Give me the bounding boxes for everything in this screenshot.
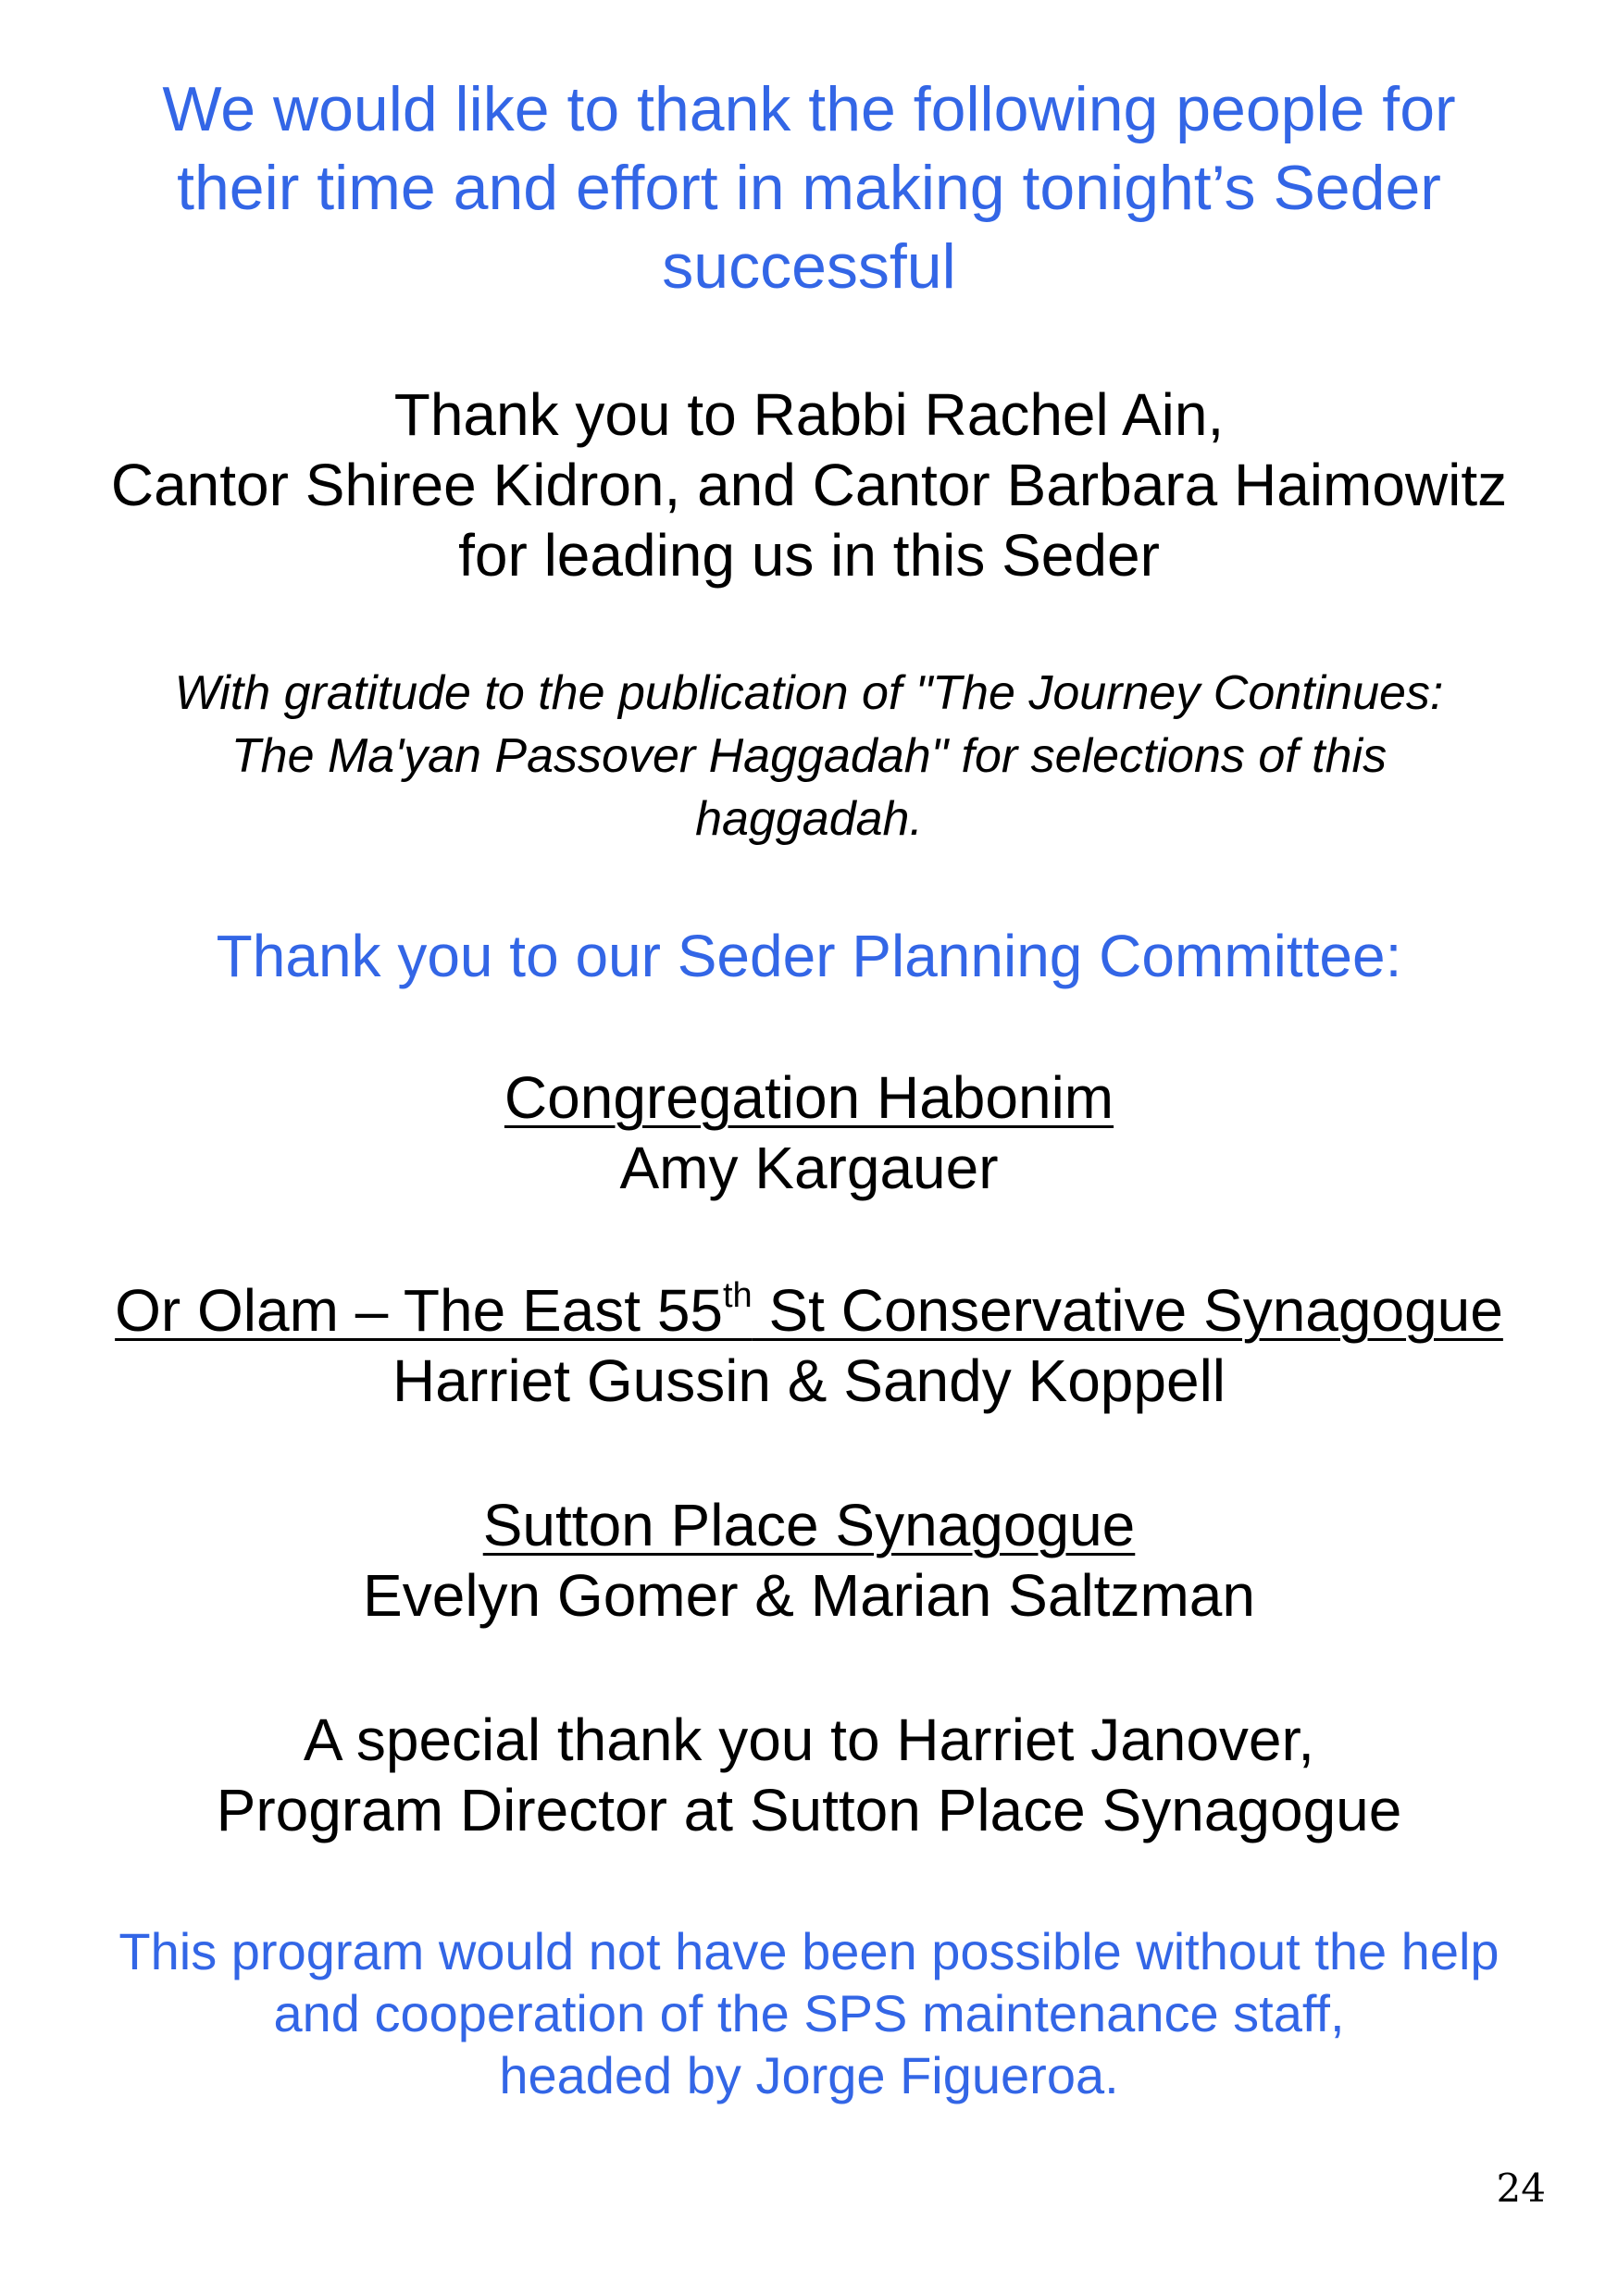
- special-line: A special thank you to Harriet Janover,: [303, 1706, 1315, 1773]
- intro-line: We would like to thank the following people for: [162, 74, 1456, 144]
- leaders-line: for leading us in this Seder: [458, 522, 1160, 589]
- committee-group: [56, 1490, 1562, 1631]
- closing-line: This program would not have been possible without the help: [118, 1922, 1500, 1980]
- thank-you-intro: [56, 70, 1562, 306]
- organization-name-part: St Conservative Synagogue: [752, 1277, 1503, 1344]
- committee-members: Amy Kargauer: [619, 1135, 999, 1201]
- closing-line: headed by Jorge Figueroa.: [499, 2046, 1119, 2104]
- credit-line: With gratitude to the publication of "The Journey Continues:: [174, 666, 1444, 720]
- organization-name: [115, 1277, 1503, 1344]
- seder-leaders-thanks: [56, 379, 1562, 590]
- ordinal-suffix: th: [723, 1276, 753, 1315]
- haggadah-credit: [56, 662, 1562, 850]
- committee-heading: Thank you to our Seder Planning Committee:: [216, 923, 1402, 989]
- page-number: 24: [1496, 2166, 1546, 2211]
- intro-line: their time and effort in making tonight’s Seder: [177, 153, 1441, 223]
- organization-name-part: Or Olam – The East 55: [115, 1277, 723, 1344]
- credit-line: The Ma'yan Passover Haggadah" for selections of this: [230, 729, 1388, 783]
- closing-note: [56, 1920, 1562, 2106]
- credit-line: haggadah.: [695, 792, 923, 846]
- leaders-line: Thank you to Rabbi Rachel Ain,: [393, 381, 1225, 448]
- intro-line: successful: [662, 231, 956, 302]
- closing-line: and cooperation of the SPS maintenance staff,: [273, 1984, 1345, 2042]
- organization-name: Sutton Place Synagogue: [482, 1492, 1136, 1558]
- special-thanks: [56, 1705, 1562, 1845]
- organization-name: Congregation Habonim: [504, 1064, 1114, 1131]
- special-line: Program Director at Sutton Place Synagogue: [216, 1777, 1402, 1843]
- leaders-line: Cantor Shiree Kidron, and Cantor Barbara Haimowitz: [110, 452, 1508, 518]
- committee-members: Harriet Gussin & Sandy Koppell: [392, 1347, 1226, 1414]
- committee-members: Evelyn Gomer & Marian Saltzman: [363, 1562, 1255, 1629]
- committee-group: [56, 1275, 1562, 1416]
- committee-group: [56, 1062, 1562, 1203]
